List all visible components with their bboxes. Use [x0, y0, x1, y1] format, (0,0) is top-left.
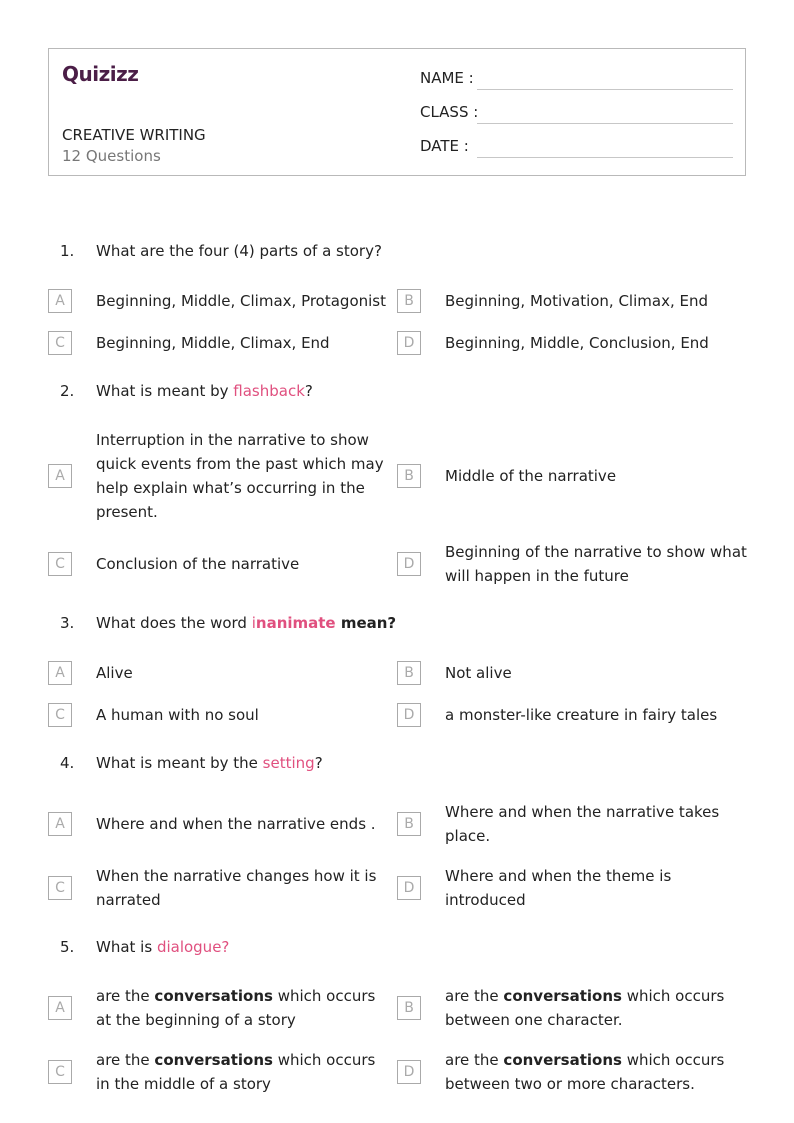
name-label: NAME :	[420, 69, 474, 87]
option-a-text: Where and when the narrative ends .	[96, 815, 376, 833]
option-d-text: Beginning of the narrative to show what will happen in the future	[445, 543, 747, 585]
option-a-box[interactable]: A	[48, 996, 72, 1020]
option-d-text: Where and when the theme is introduced	[445, 867, 672, 909]
option-a-text: Beginning, Middle, Climax, Protagonist	[96, 292, 387, 310]
date-label: DATE :	[420, 137, 469, 155]
option-d-box[interactable]: D	[397, 552, 421, 576]
option-c-text: A human with no soul	[96, 706, 259, 724]
option-d-box[interactable]: D	[397, 331, 421, 355]
option-b-box[interactable]: B	[397, 661, 421, 685]
worksheet-header	[48, 48, 746, 176]
class-label: CLASS :	[420, 103, 479, 121]
option-c-box[interactable]: C	[48, 876, 72, 900]
question-count: 12 Questions	[62, 147, 161, 165]
question-text: What is meant by flashback?	[96, 382, 313, 400]
option-c-text: Beginning, Middle, Climax, End	[96, 334, 330, 352]
option-b-text: Middle of the narrative	[445, 467, 617, 485]
highlighted-term: flashback	[233, 382, 305, 400]
option-d-text: a monster-like creature in fairy tales	[445, 706, 718, 724]
question-number: 2.	[60, 382, 75, 400]
option-a-box[interactable]: A	[48, 289, 72, 313]
option-b-text: Beginning, Motivation, Climax, End	[445, 292, 708, 310]
option-a-box[interactable]: A	[48, 812, 72, 836]
question-number: 4.	[60, 754, 75, 772]
option-b-box[interactable]: B	[397, 996, 421, 1020]
option-c-text: When the narrative changes how it is narrated	[96, 867, 377, 909]
name-line[interactable]	[477, 89, 733, 90]
name-field[interactable]	[420, 69, 733, 93]
option-c-text: are the conversations which occurs in the middle of a story	[96, 1051, 376, 1093]
option-c-box[interactable]: C	[48, 1060, 72, 1084]
question-text: What does the word inanimate mean?	[96, 614, 397, 632]
option-c-box[interactable]: C	[48, 552, 72, 576]
question-text: What are the four (4) parts of a story?	[96, 242, 382, 260]
highlighted-term: dialogue?	[156, 938, 230, 956]
question-text: What is meant by the setting?	[96, 754, 323, 772]
option-a-text: Interruption in the narrative to show quick events from the past which may help explain what’s occurring in the present.	[96, 431, 384, 521]
worksheet-title: CREATIVE WRITING	[62, 126, 206, 144]
date-field[interactable]	[420, 137, 733, 161]
quizizz-logo	[62, 59, 152, 87]
option-d-text: Beginning, Middle, Conclusion, End	[445, 334, 709, 352]
question-number: 1.	[60, 242, 75, 260]
option-c-text: Conclusion of the narrative	[96, 555, 300, 573]
date-line[interactable]	[477, 157, 733, 158]
svg-text:Quizizz: Quizizz	[62, 62, 139, 86]
option-a-box[interactable]: A	[48, 464, 72, 488]
highlighted-term: nanimate	[255, 614, 336, 632]
option-b-box[interactable]: B	[397, 464, 421, 488]
option-a-box[interactable]: A	[48, 661, 72, 685]
option-b-box[interactable]: B	[397, 812, 421, 836]
option-c-box[interactable]: C	[48, 331, 72, 355]
option-a-text: are the conversations which occurs at the beginning of a story	[96, 987, 376, 1029]
question-text: What is dialogue?	[96, 938, 230, 956]
option-b-box[interactable]: B	[397, 289, 421, 313]
option-d-box[interactable]: D	[397, 876, 421, 900]
option-b-text: are the conversations which occurs between one character.	[445, 987, 725, 1029]
class-field[interactable]	[420, 103, 733, 127]
class-line[interactable]	[477, 123, 733, 124]
option-d-box[interactable]: D	[397, 703, 421, 727]
option-a-text: Alive	[96, 664, 133, 682]
option-d-box[interactable]: D	[397, 1060, 421, 1084]
highlighted-term: setting	[262, 754, 315, 772]
question-number: 5.	[60, 938, 75, 956]
option-d-text: are the conversations which occurs between two or more characters.	[445, 1051, 725, 1093]
option-b-text: Where and when the narrative takes place.	[445, 803, 720, 845]
question-number: 3.	[60, 614, 75, 632]
option-c-box[interactable]: C	[48, 703, 72, 727]
option-b-text: Not alive	[445, 664, 512, 682]
